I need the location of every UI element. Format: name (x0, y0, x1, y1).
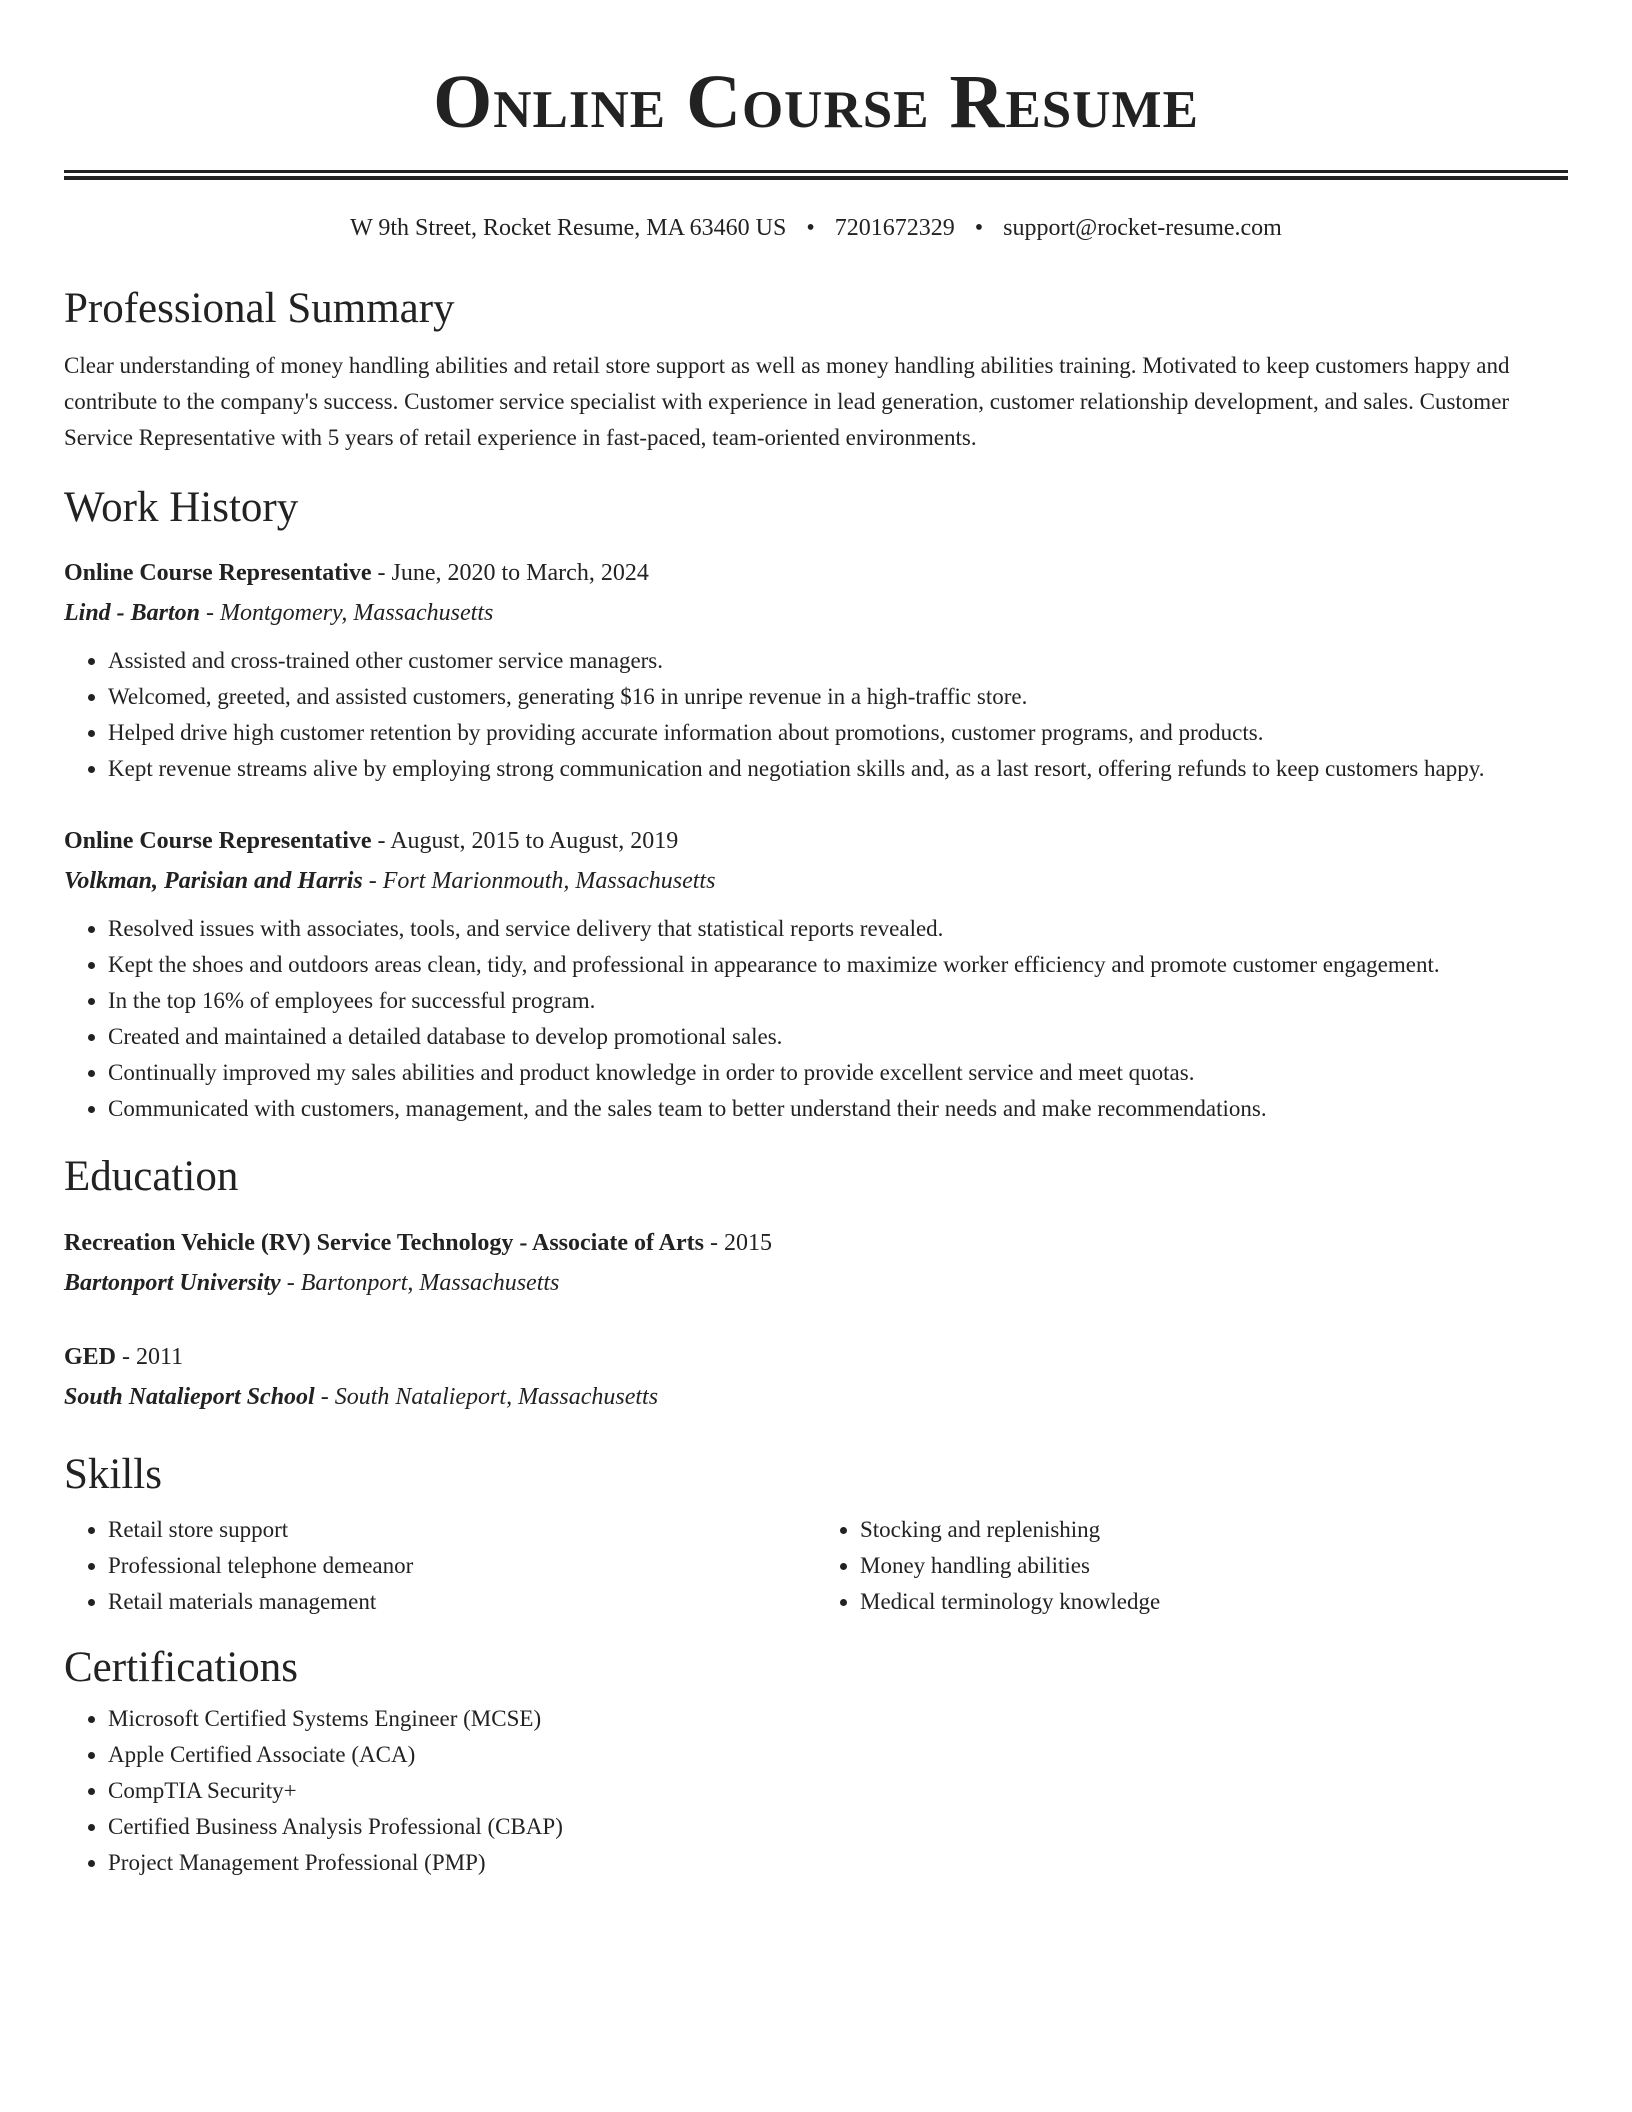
contact-separator: • (806, 215, 815, 241)
list-item: • Kept revenue streams alive by employing strong communication and negotiation skills and, as a last resort, offering refunds to keep customers happy. (108, 751, 1568, 787)
education-heading: Education (64, 1153, 239, 1201)
list-item: • Continually improved my sales abilities and product knowledge in order to provide excellent service and meet quotas. (108, 1055, 1568, 1091)
education-entry (64, 1337, 1568, 1417)
list-item: • Resolved issues with associates, tools, and service delivery that statistical reports revealed. (108, 911, 1568, 947)
employer-line (64, 861, 1568, 901)
contact-separator: • (974, 215, 984, 241)
job-dates: - June, 2020 to March, 2024 (371, 560, 649, 587)
skills-list-right (816, 1512, 1568, 1620)
list-item: • Money handling abilities (860, 1548, 1568, 1584)
list-item: • Helped drive high customer retention by providing accurate information about promotions, customer programs, and products. (108, 715, 1568, 751)
employer-location: - Montgomery, Massachusetts (200, 600, 494, 627)
certifications-heading: Certifications (64, 1643, 299, 1691)
degree-name: GED (64, 1343, 117, 1370)
list-item: • CompTIA Security+ (108, 1773, 1568, 1809)
job-duties-list (64, 643, 1568, 787)
job-title-line (64, 821, 1568, 861)
employer-location: - Fort Marionmouth, Massachusetts (362, 868, 716, 895)
job-title-line (64, 553, 1568, 593)
list-item: • Medical terminology knowledge (860, 1584, 1568, 1620)
list-item: • Assisted and cross-trained other customer service managers. (108, 643, 1568, 679)
resume-title: Online Course Resume (433, 60, 1199, 144)
list-item: • Microsoft Certified Systems Engineer (MCSE) (108, 1701, 1568, 1737)
job-title: Online Course Representative (64, 828, 372, 855)
list-item: • Retail store support (108, 1512, 816, 1548)
summary-text: Clear understanding of money handling abilities and retail store support as well as money handling abilities training. Motivated to keep customers happy and contribute to the company's success. Customer service specialist with experience in lead generation, customer relationship development, and sales. Customer Service Representative with 5 years of retail experience in fast-paced, team-oriented environments. (64, 353, 1510, 451)
skills-columns (64, 1512, 1568, 1620)
school-location: - Bartonport, Massachusetts (280, 1269, 560, 1296)
school-line (64, 1377, 1568, 1417)
skills-list-left (64, 1512, 816, 1620)
school-name: Bartonport University (64, 1269, 281, 1296)
degree-line (64, 1223, 1568, 1263)
contact-address: W 9th Street, Rocket Resume, MA 63460 US (350, 215, 787, 241)
list-item: • Created and maintained a detailed database to develop promotional sales. (108, 1019, 1568, 1055)
school-line (64, 1263, 1568, 1303)
list-item: • Kept the shoes and outdoors areas clean, tidy, and professional in appearance to maximize worker efficiency and promote customer engagement. (108, 947, 1568, 983)
degree-name: Recreation Vehicle (RV) Service Technology - Associate of Arts (64, 1229, 704, 1256)
school-name: South Natalieport School (64, 1383, 315, 1410)
list-item: • Apple Certified Associate (ACA) (108, 1737, 1568, 1773)
contact-phone: 7201672329 (834, 215, 955, 241)
degree-year: - 2015 (703, 1229, 772, 1256)
school-location: - South Natalieport, Massachusetts (314, 1383, 659, 1410)
list-item: • Professional telephone demeanor (108, 1548, 816, 1584)
employer-line (64, 593, 1568, 633)
list-item: • In the top 16% of employees for successful program. (108, 983, 1568, 1019)
contact-email: support@rocket-resume.com (1003, 215, 1282, 241)
job-duties-list (64, 911, 1568, 1127)
degree-year: - 2011 (116, 1343, 184, 1370)
job-entry (64, 821, 1568, 1127)
employer-name: Volkman, Parisian and Harris (64, 868, 363, 895)
list-item: • Communicated with customers, management, and the sales team to better understand their needs and make recommendations. (108, 1091, 1568, 1127)
summary-heading: Professional Summary (64, 284, 455, 332)
job-dates: - August, 2015 to August, 2019 (371, 828, 679, 855)
skills-heading: Skills (64, 1450, 162, 1498)
list-item: • Welcomed, greeted, and assisted customers, generating $16 in unripe revenue in a high-traffic store. (108, 679, 1568, 715)
degree-line (64, 1337, 1568, 1377)
work-history-heading: Work History (64, 484, 299, 532)
title-divider (64, 170, 1568, 180)
certifications-list (64, 1701, 1568, 1881)
list-item: • Stocking and replenishing (860, 1512, 1568, 1548)
list-item: • Project Management Professional (PMP) (108, 1845, 1568, 1881)
job-title: Online Course Representative (64, 560, 372, 587)
employer-name: Lind - Barton (64, 600, 201, 627)
job-entry (64, 553, 1568, 787)
contact-line (64, 214, 1568, 243)
list-item: • Retail materials management (108, 1584, 816, 1620)
list-item: • Certified Business Analysis Professional (CBAP) (108, 1809, 1568, 1845)
education-entry (64, 1223, 1568, 1303)
